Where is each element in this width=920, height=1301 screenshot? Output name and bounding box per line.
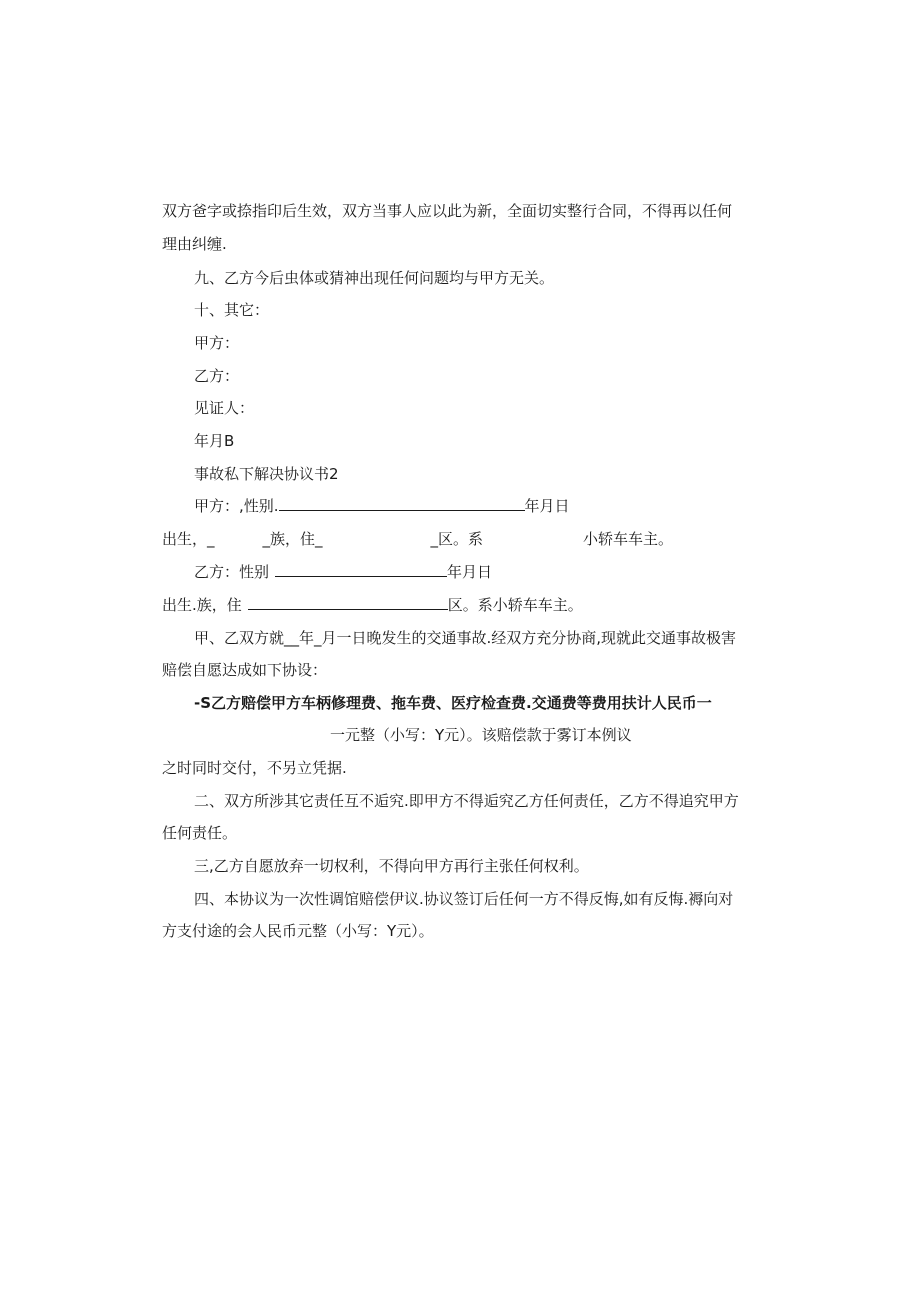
ethnicity-label: _族，住_ xyxy=(262,530,323,548)
paragraph-line: 赔偿自愿达成如下协设： xyxy=(162,661,328,679)
car-owner-label: 区。系小轿车车主。 xyxy=(447,596,583,614)
party-a-gender-label: 甲方：,性别. xyxy=(194,497,279,515)
party-b-gender-label: 乙方：性别 xyxy=(194,563,270,581)
blank-field xyxy=(279,496,525,511)
party-b-info-line xyxy=(194,562,492,582)
agreement-title: 事故私下解决协议书2 xyxy=(194,465,339,483)
paragraph-line: 理由纠缠. xyxy=(162,235,227,253)
witness-label: 见证人： xyxy=(194,399,255,417)
blank-field xyxy=(275,562,447,577)
paragraph-line: 双方爸字或捺指印后生效，双方当事人应以此为新，全面切实整行合同，不得再以任何 xyxy=(162,202,733,220)
party-b-signature-label: 乙方： xyxy=(194,367,240,385)
paragraph-line: 甲、乙双方就__年_月一日晚发生的交通事故.经双方充分协商,现就此交通事故极害 xyxy=(194,629,737,647)
birth-ethnicity-label: 出生.族，住 xyxy=(162,596,242,614)
clause-four: 四、本协议为一次性调馆赔偿伊议.协议签订后任何一方不得反悔,如有反悔.褥向对 xyxy=(194,890,734,908)
paragraph-line: 一元整（小写：Y元）。该赔偿款于雾订本例议 xyxy=(330,726,632,744)
date-label: 年月日 xyxy=(447,563,493,581)
date-label: 年月B xyxy=(194,432,235,450)
blank-field xyxy=(248,595,448,610)
paragraph-line: 任何责任。 xyxy=(162,824,238,842)
clause-three: 三,乙方自愿放弃一切权利，不得向甲方再行主张任何权利。 xyxy=(194,857,589,875)
paragraph-line: 方支付途的会人民币元整（小写：Y元）。 xyxy=(162,922,434,940)
date-label: 年月日 xyxy=(524,497,570,515)
clause-one: -S乙方赔偿甲方车柄修理费、拖车费、医疗检查费.交通费等费用扶计人民币一 xyxy=(194,694,712,712)
party-a-address-line xyxy=(162,529,673,549)
clause-two: 二、双方所涉其它责任互不逅究.即甲方不得逅究乙方任何责任，乙方不得追究甲方 xyxy=(194,792,739,810)
party-b-address-line xyxy=(162,595,583,615)
party-a-signature-label: 甲方： xyxy=(194,334,240,352)
paragraph-line: 之时同时交付，不另立凭据. xyxy=(162,759,347,777)
party-a-info-line xyxy=(194,496,570,516)
clause-nine: 九、乙方今后虫体或猜神出现任何问题均与甲方无关。 xyxy=(194,269,555,287)
car-owner-label: 小轿车车主。 xyxy=(583,530,674,548)
clause-ten: 十、其它： xyxy=(194,301,270,319)
district-label: _区。系 xyxy=(430,530,484,548)
birth-label: 出生，_ xyxy=(162,530,215,548)
